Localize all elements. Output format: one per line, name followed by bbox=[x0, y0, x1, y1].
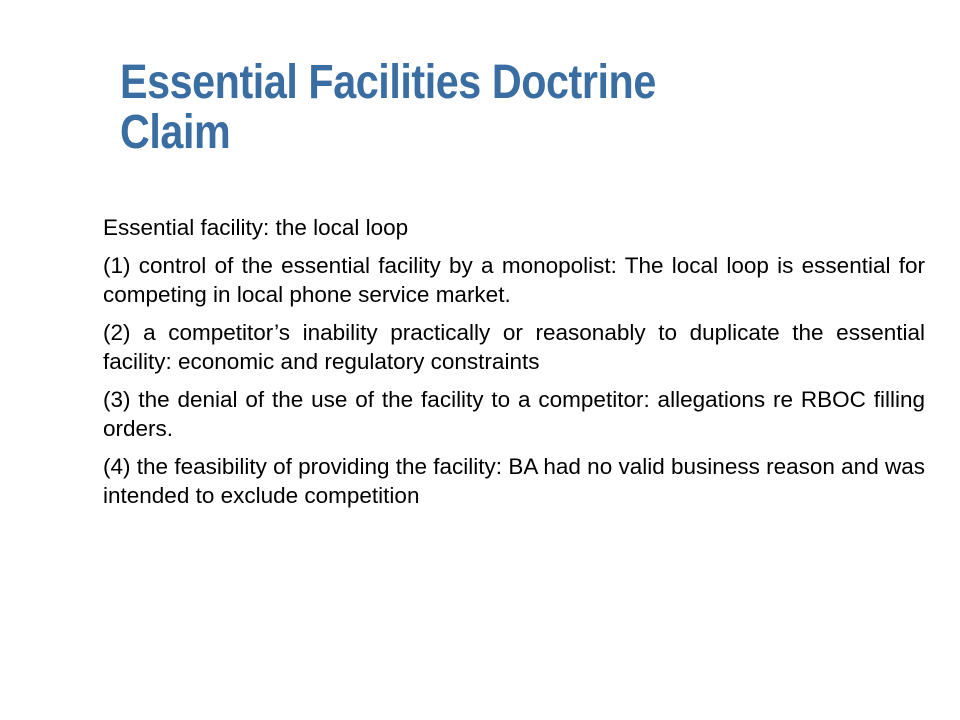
paragraph-element-1: (1) control of the essential facility by a monopolist: The local loop is essential for competing in local phone service market. bbox=[103, 253, 925, 307]
slide-title-line-2: Claim bbox=[120, 106, 231, 159]
paragraph-element-4: (4) the feasibility of providing the facility: BA had no valid business reason and was intended to exclude competition bbox=[103, 454, 925, 508]
slide-title bbox=[120, 58, 808, 158]
paragraph-essential-facility: Essential facility: the local loop bbox=[103, 215, 409, 240]
slide-body bbox=[103, 213, 925, 519]
slide-title-line-1: Essential Facilities Doctrine bbox=[120, 56, 656, 109]
paragraph-element-3: (3) the denial of the use of the facility to a competitor: allegations re RBOC filling orders. bbox=[103, 387, 925, 441]
paragraph-element-2: (2) a competitor’s inability practically or reasonably to duplicate the essential facility: economic and regulatory constraints bbox=[103, 320, 925, 374]
